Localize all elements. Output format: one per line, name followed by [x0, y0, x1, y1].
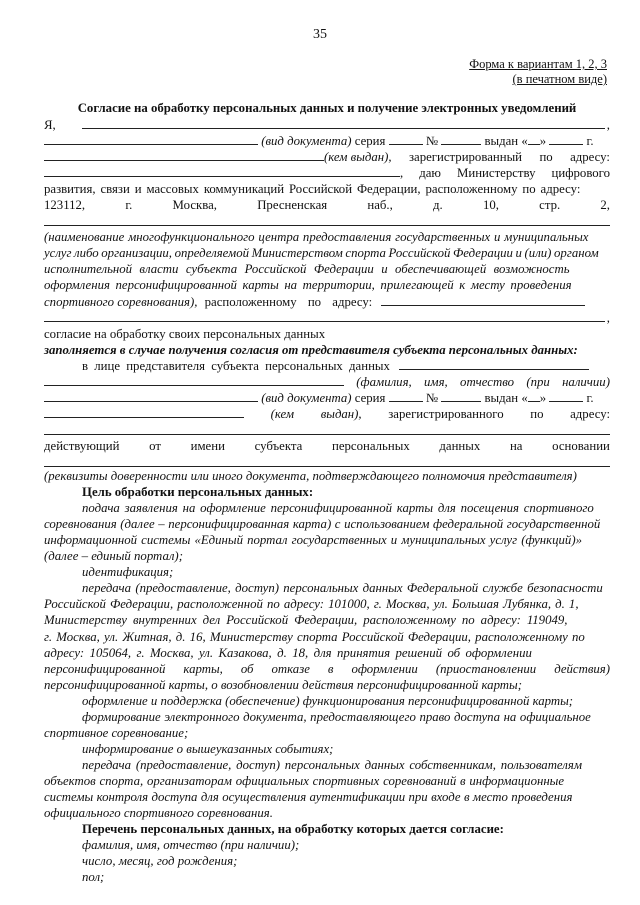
representative-name-blank[interactable] [399, 358, 589, 370]
power-of-attorney-note: (реквизиты доверенности или иного документа, подтверждающего полномочия представителя) [44, 469, 577, 484]
list-item: пол; [82, 870, 105, 885]
representative-line: в лице представителя субъекта персональных данных [44, 358, 610, 374]
issue-date-blank[interactable] [549, 133, 583, 145]
number-blank[interactable] [441, 133, 481, 145]
list-item: число, месяц, год рождения; [82, 854, 238, 869]
form-print-note: (в печатном виде) [512, 72, 607, 86]
mfc-note-1: (наименование многофункционального центра предоставления государственных и муниципальных [44, 230, 589, 245]
form-reference [469, 57, 607, 87]
mfc-address-blank[interactable] [381, 294, 585, 306]
address-line: , даю Министерству цифрового [44, 165, 610, 181]
data-list-heading: Перечень персональных данных, на обработку которых дается согласие: [82, 822, 504, 837]
power-of-attorney-blank[interactable] [44, 454, 610, 467]
acting-line: действующий от имени субъекта персональных данных на основании [44, 438, 610, 453]
ministry-line: развития, связи и массовых коммуникаций Российской Федерации, расположенному по адресу: [44, 182, 581, 197]
name-line: Я, , [44, 118, 610, 132]
representative-issued-line: (кем выдан), зарегистрированного по адресу: [44, 406, 610, 422]
page-number: 35 [313, 27, 327, 42]
ministry-address-line: 123112, г. Москва, Пресненская наб., д. 10, стр. 2, [44, 198, 610, 213]
series-blank[interactable] [389, 133, 423, 145]
mfc-note-3: исполнительной власти субъекта Российской Федерации и обеспечивающей возможность [44, 262, 570, 277]
issued-by-blank[interactable] [44, 149, 324, 161]
representative-note: заполняется в случае получения согласия от представителя субъекта персональных данных: [44, 342, 578, 357]
issued-by-line: (кем выдан), зарегистрированный по адресу: [44, 149, 610, 165]
list-item: фамилия, имя, отчество (при наличии); [82, 838, 300, 853]
representative-document-line: (вид документа) серия № выдан « » г. [44, 390, 610, 406]
mfc-address-blank-2[interactable] [44, 310, 605, 322]
representative-fio-line: (фамилия, имя, отчество (при наличии) [44, 374, 610, 390]
consent-own-line: согласие на обработку своих персональных данных [44, 326, 326, 341]
mfc-address-line: спортивного соревнования), расположенному по адресу: [44, 294, 610, 310]
mfc-name-blank[interactable] [44, 213, 610, 226]
representative-address-blank[interactable] [44, 422, 610, 435]
document-type-blank[interactable] [44, 133, 258, 145]
document-body: Я, , (вид документа) серия № выдан « » г. (кем выдан), зарегистрированный по адресу: , даю Министерству цифрового развития, связи и массовых коммуникаций Российской Федерации, расположенному по адресу: 123112, г. Москва, Пресненская наб., д. 10, стр. 2, (наименование многофункционального центра предоставления государственных и муниципальных услуг либо организации, определяемой Министерством спорта Российской Федерации и (или) органом исполнительной власти субъекта Российской Федерации и обеспечивающей возможность оформления персонифицированной карты на территории, прилегающей к месту проведения спортивного соревнования), расположенному по адресу: , согласие на обработку своих персональных данных заполняется в случае получения согласия от представителя субъекта персональных данных: в лице представителя субъекта персональных данных (фамилия, имя, отчество (при наличии) (вид документа) серия № выдан « » г. (кем выдан), зарегистрированного по адресу: действующий от имени субъекта персональных данных на основании (реквизиты доверенности или иного документа, подтверждающего полномочия представителя) Цель обработки персональных данных: подача заявления на оформление персонифицированной карты для посещения спортивного соревнования (далее – персонифицированная карта) с использованием федеральной государственной информационной системы «Единый портал государственных и муниципальных услуг (функций)» (далее – единый портал); идентификация; передача (предоставление, доступ) персональных данных Федеральной службе безопасности Российской Федерации, расположенной по адресу: 101000, г. Москва, ул. Большая Лубянка, д. 1, Министерству внутренних дел Российской Федерации, расположенному по адресу: 119049, г. Москва, ул. Житная, д. 16, Министерству спорта Российской Федерации, расположенному по адресу: 105064, г. Москва, ул. Казакова, д. 18, для принятия решений об оформлении персонифицированной карты, об отказе в оформлении (приостановлении действия) персонифицированной карты, о возобновлении действия персонифицированной карты; оформление и поддержка (обеспечение) функционирования персонифицированной карты; формирование электронного документа, предоставляющего право доступа на официальное спортивное соревнование; информирование о вышеуказанных событиях; передача (предоставление, доступ) персональных данных собственникам, пользователям объектов спорта, организаторам официальных спортивных соревнований в информационные системы контроля доступа для осуществления аутентификации при входе в место проведения официального спортивного соревнования. Перечень персональных данных, на обработку которых дается согласие: фамилия, имя, отчество (при наличии); число, месяц, год рождения; пол; [44, 118, 610, 885]
goal-heading: Цель обработки персональных данных: [82, 485, 314, 500]
document-line: (вид документа) серия № выдан « » г. [44, 133, 610, 149]
mfc-note-4: оформления персонифицированной карты на территории, прилегающей к месту проведения [44, 278, 572, 293]
full-name-blank[interactable] [82, 117, 605, 129]
address-blank[interactable] [44, 165, 400, 177]
form-variants-label: Форма к вариантам 1, 2, 3 [469, 57, 607, 71]
mfc-note-2: услуг либо организации, определяемой Министерством спорта Российской Федерации и (или) органом [44, 246, 599, 261]
document-title: Согласие на обработку персональных данных и получение электронных уведомлений [77, 101, 577, 115]
